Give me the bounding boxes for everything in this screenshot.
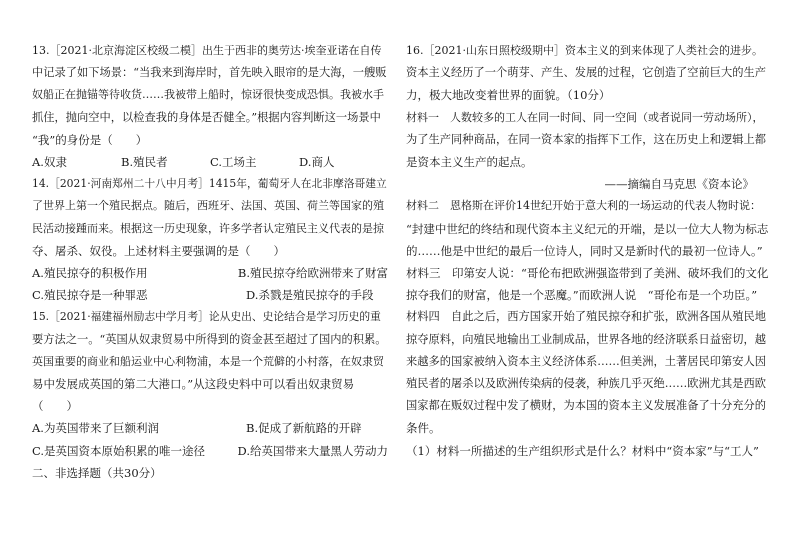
q13-line-5: “我”的身份是（ ）: [32, 132, 148, 147]
m2-line-1: 材料二 恩格斯在评价14世纪开始于意大利的一场运动的代表人物时说：: [406, 199, 761, 213]
m4-line-4: 殖民者的屠杀以及欧洲传染病的侵袭，种族几乎灭绝……欧洲尤其是西欧: [406, 377, 767, 391]
section-heading-nonchoice: 二、非选择题（共30分）: [32, 465, 162, 480]
m4-line-5: 国家都在贩奴过程中发了横财，为本国的资本主义发展准备了十分充分的: [406, 399, 767, 413]
q14-options-row-1: [32, 262, 388, 284]
q13-option-c: C.工场主: [210, 155, 257, 170]
m1-source: ——摘编自马克思《资本论》: [604, 177, 754, 192]
q13-line-3: 奴船正在抛锚等待收货……我被带上船时，惊讶很快变成恐惧。我被水手: [32, 88, 384, 102]
q16-line-1: 16.［2021·山东日照校级期中］资本主义的到来体现了人类社会的进步。: [406, 44, 763, 57]
q13-line-4: 抓住，抛向空中，以检查我的身体是否健全。”根据内容判断这一场景中: [32, 110, 381, 124]
material-4: [406, 306, 768, 439]
q15-option-d: D.给英国带来大量黑人劳动力: [237, 443, 388, 458]
q15-option-a: A.为英国带来了巨额利润: [32, 421, 159, 436]
q15-line-2: 要方法之一。“英国从奴隶贸易中所得到的资金甚至超过了国内的积累。: [32, 332, 387, 346]
q16-line-3: 力，极大地改变着世界的面貌。（10分）: [406, 88, 611, 103]
m4-line-6: 条件。: [406, 421, 441, 436]
m1-line-2: 为了生产同种商品，在同一资本家的指挥下工作，这在历史上和逻辑上都: [406, 132, 767, 146]
q15-option-b: B.促成了新航路的开辟: [246, 421, 362, 436]
q14-line-1: 14.［2021·河南郑州二十八中月考］1415年，葡萄牙人在北非摩洛哥建立: [32, 177, 387, 191]
m4-line-1: 材料四 自此之后，西方国家开始了殖民掠夺和扩张，欧洲各国从殖民地: [406, 310, 767, 324]
left-column: [32, 40, 388, 484]
question-14: [32, 173, 388, 306]
q13-option-a: A.奴隶: [32, 155, 67, 170]
material-3: [406, 262, 768, 306]
m4-line-2: 掠夺原料，向殖民地输出工业制成品，世界各地的经济联系日益密切，越: [406, 332, 767, 346]
q14-option-a: A.殖民掠夺的积极作用: [32, 266, 148, 281]
q14-option-d: D.杀戮是殖民掠夺的手段: [246, 288, 374, 303]
right-column: [406, 40, 768, 462]
m3-line-2: 掠夺我们的财富，他是一个恶魔。”而欧洲人说 “哥伦布是一个功臣。”: [406, 288, 758, 303]
q14-options-row-2: [32, 284, 388, 306]
q15-options-row-2: [32, 440, 388, 462]
q15-line-4: 易中发展成英国的第二大港口。”从这段史料中可以看出奴隶贸易: [32, 377, 355, 392]
q13-option-b: B.殖民者: [121, 155, 168, 170]
q15-option-c: C.是英国资本原始积累的唯一途径: [32, 443, 206, 458]
m1-line-1: 材料一 人数较多的工人在同一时间、同一空间（或者说同一劳动场所），: [406, 110, 764, 124]
q14-option-c: C.殖民掠夺是一种罪恶: [32, 288, 148, 303]
q13-line-2: 中记录了如下场景：“当我来到海岸时，首先映入眼帘的是大海，一艘贩: [32, 66, 387, 80]
m4-line-3: 来越多的国家被纳入资本主义经济体系……但美洲，土著居民印第安人因: [406, 354, 767, 368]
q14-line-3: 民活动接踵而来。根据这一历史现象，许多学者认定殖民主义代表的是掠: [32, 221, 384, 235]
question-13: [32, 40, 388, 173]
m3-line-1: 材料三 印第安人说：“哥伦布把欧洲强盗带到了美洲、破坏我们的文化: [406, 266, 769, 281]
material-1: [406, 107, 768, 196]
q13-options: [32, 151, 388, 173]
q13-line-1: 13.［2021·北京海淀区校级二模］出生于西非的奥劳达·埃奎亚诺在自传: [32, 44, 382, 57]
q14-line-2: 了世界上第一个殖民据点。随后，西班牙、法国、英国、荷兰等国家的殖: [32, 199, 384, 213]
q14-option-b: B.殖民掠夺给欧洲带来了财富: [237, 266, 388, 281]
m1-line-3: 是资本主义生产的起点。: [406, 155, 533, 170]
m2-line-2: “封建中世纪的终结和现代资本主义纪元的开端，是以一位大人物为标志: [406, 221, 769, 236]
q14-line-4: 夺、屠杀、奴役。上述材料主要强调的是（ ）: [32, 243, 285, 258]
q16-line-2: 资本主义经历了一个萌芽、产生、发展的过程，它创造了空前巨大的生产: [406, 66, 767, 80]
q15-line-3: 英国重要的商业和船运业中心利物浦，本是一个荒僻的小村落，在奴隶贸: [32, 354, 384, 368]
material-2: [406, 195, 768, 262]
subquestion-1: （1）材料一所描述的生产组织形式是什么？材料中“资本家”与“工人”: [406, 443, 759, 458]
q13-option-d: D.商人: [299, 155, 335, 170]
q15-line-5: （ ）: [32, 399, 78, 414]
question-16: [406, 40, 768, 107]
q15-options-row-1: [32, 417, 388, 439]
q15-line-1: 15.［2021·福建福州励志中学月考］论从史出、史论结合是学习历史的重: [32, 310, 381, 324]
m2-line-3: 的……他是中世纪的最后一位诗人，同时又是新时代的最初一位诗人。”: [406, 243, 763, 258]
question-15: [32, 306, 388, 461]
